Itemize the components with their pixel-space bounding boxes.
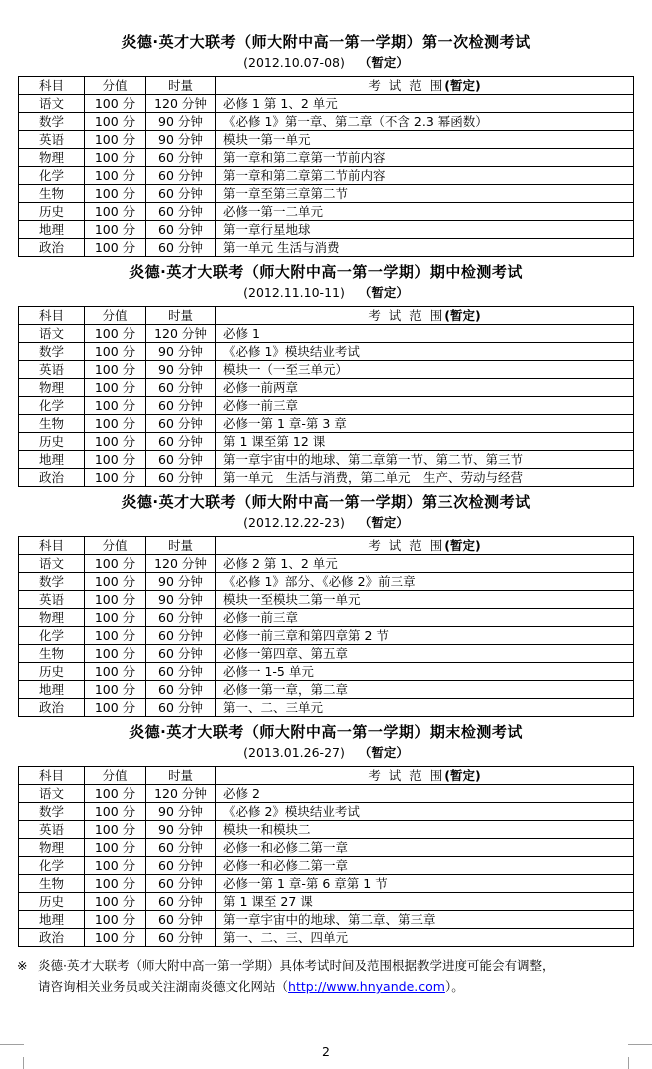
table-row <box>19 221 634 239</box>
section-title: 炎德·英才大联考（师大附中高一第一学期）第一次检测考试 <box>121 33 531 51</box>
cell-score: 100 分 <box>85 627 146 645</box>
table-row <box>19 857 634 875</box>
tentative-label: （暂定） <box>358 515 409 530</box>
col-header-scope <box>216 77 634 95</box>
cell-scope: 必修 2 第 1、2 单元 <box>216 555 634 573</box>
cell-duration: 60 分钟 <box>146 857 216 875</box>
footnote <box>17 955 636 997</box>
col-header-scope <box>216 307 634 325</box>
table-row <box>19 451 634 469</box>
scope-tentative-label: (暂定) <box>444 308 481 323</box>
table-row <box>19 645 634 663</box>
table-row <box>19 627 634 645</box>
cell-duration: 90 分钟 <box>146 803 216 821</box>
cell-score: 100 分 <box>85 185 146 203</box>
cell-duration: 60 分钟 <box>146 167 216 185</box>
cell-subject: 语文 <box>19 555 85 573</box>
cell-score: 100 分 <box>85 95 146 113</box>
section-title: 炎德·英才大联考（师大附中高一第一学期）期中检测考试 <box>129 263 523 281</box>
table-row <box>19 397 634 415</box>
cell-subject: 生物 <box>19 645 85 663</box>
cell-score: 100 分 <box>85 361 146 379</box>
cell-duration: 60 分钟 <box>146 433 216 451</box>
cell-duration: 60 分钟 <box>146 893 216 911</box>
table-row <box>19 379 634 397</box>
footnote-line2-suffix: ）。 <box>444 979 464 994</box>
cell-score: 100 分 <box>85 325 146 343</box>
cell-score: 100 分 <box>85 149 146 167</box>
exam-section-2 <box>0 263 652 487</box>
cell-subject: 生物 <box>19 875 85 893</box>
cell-scope: 第一章宇宙中的地球、第二章、第三章 <box>216 911 634 929</box>
cell-score: 100 分 <box>85 821 146 839</box>
cell-subject: 数学 <box>19 803 85 821</box>
cell-scope: 必修一前三章 <box>216 609 634 627</box>
cell-duration: 60 分钟 <box>146 875 216 893</box>
col-header-score: 分值 <box>85 537 146 555</box>
col-header-duration: 时量 <box>146 77 216 95</box>
cell-scope: 必修一和必修二第一章 <box>216 857 634 875</box>
cell-scope: 《必修 2》模块结业考试 <box>216 803 634 821</box>
cell-duration: 60 分钟 <box>146 149 216 167</box>
cell-score: 100 分 <box>85 663 146 681</box>
cell-scope: 必修 1 <box>216 325 634 343</box>
cell-subject: 生物 <box>19 415 85 433</box>
col-header-score: 分值 <box>85 77 146 95</box>
table-row <box>19 149 634 167</box>
cell-duration: 90 分钟 <box>146 573 216 591</box>
table-row <box>19 609 634 627</box>
cell-subject: 地理 <box>19 681 85 699</box>
footnote-line1: 炎德·英才大联考（师大附中高一第一学期）具体考试时间及范围根据教学进度可能会有调整， <box>38 958 555 973</box>
scope-header-text: 考 试 范 围 <box>368 78 445 93</box>
exam-table <box>18 76 634 257</box>
cell-duration: 60 分钟 <box>146 379 216 397</box>
exam-date: (2012.10.07-08) <box>243 55 345 70</box>
cell-duration: 90 分钟 <box>146 821 216 839</box>
page-number: 2 <box>322 1044 330 1059</box>
table-row <box>19 875 634 893</box>
exam-section-1 <box>0 33 652 257</box>
cell-duration: 60 分钟 <box>146 609 216 627</box>
table-row <box>19 203 634 221</box>
section-title: 炎德·英才大联考（师大附中高一第一学期）期末检测考试 <box>129 723 523 741</box>
cell-duration: 60 分钟 <box>146 911 216 929</box>
cell-duration: 60 分钟 <box>146 203 216 221</box>
reference-mark: ※ <box>17 958 28 973</box>
website-link[interactable]: http://www.hnyande.com <box>288 979 445 994</box>
table-row <box>19 325 634 343</box>
cell-score: 100 分 <box>85 785 146 803</box>
cell-duration: 60 分钟 <box>146 645 216 663</box>
cell-subject: 英语 <box>19 131 85 149</box>
cell-duration: 60 分钟 <box>146 397 216 415</box>
col-header-score: 分值 <box>85 767 146 785</box>
scope-tentative-label: (暂定) <box>444 538 481 553</box>
cell-scope: 第 1 课至第 12 课 <box>216 433 634 451</box>
cell-subject: 政治 <box>19 699 85 717</box>
section-title: 炎德·英才大联考（师大附中高一第一学期）第三次检测考试 <box>121 493 531 511</box>
cell-score: 100 分 <box>85 203 146 221</box>
cell-scope: 第一、二、三、四单元 <box>216 929 634 947</box>
cell-duration: 60 分钟 <box>146 185 216 203</box>
col-header-duration: 时量 <box>146 767 216 785</box>
scope-header-text: 考 试 范 围 <box>368 308 445 323</box>
cell-scope: 《必修 1》第一章、第二章（不含 2.3 幂函数） <box>216 113 634 131</box>
cell-scope: 模块一第一单元 <box>216 131 634 149</box>
section-date-line <box>0 515 652 531</box>
cell-subject: 历史 <box>19 893 85 911</box>
cell-scope: 模块一和模块二 <box>216 821 634 839</box>
cell-duration: 90 分钟 <box>146 343 216 361</box>
cell-scope: 第一、二、三单元 <box>216 699 634 717</box>
cell-score: 100 分 <box>85 555 146 573</box>
cell-scope: 第一单元 生活与消费，第二单元 生产、劳动与经营 <box>216 469 634 487</box>
cell-duration: 60 分钟 <box>146 469 216 487</box>
table-header-row <box>19 767 634 785</box>
cell-scope: 第一章行星地球 <box>216 221 634 239</box>
cell-subject: 化学 <box>19 857 85 875</box>
cell-duration: 90 分钟 <box>146 591 216 609</box>
cell-subject: 地理 <box>19 911 85 929</box>
cell-duration: 90 分钟 <box>146 361 216 379</box>
cell-scope: 必修一前三章和第四章第 2 节 <box>216 627 634 645</box>
cell-duration: 60 分钟 <box>146 627 216 645</box>
table-row <box>19 663 634 681</box>
cell-scope: 必修 1 第 1、2 单元 <box>216 95 634 113</box>
cell-subject: 化学 <box>19 627 85 645</box>
cell-scope: 必修一第四章、第五章 <box>216 645 634 663</box>
cell-score: 100 分 <box>85 379 146 397</box>
exam-section-4 <box>0 723 652 947</box>
cell-duration: 60 分钟 <box>146 451 216 469</box>
cell-subject: 语文 <box>19 95 85 113</box>
table-row <box>19 239 634 257</box>
cell-score: 100 分 <box>85 343 146 361</box>
table-row <box>19 433 634 451</box>
table-header-row <box>19 77 634 95</box>
cell-scope: 必修一第一章，第二章 <box>216 681 634 699</box>
cell-subject: 英语 <box>19 361 85 379</box>
scope-header-text: 考 试 范 围 <box>368 768 445 783</box>
exam-date: (2013.01.26-27) <box>243 745 345 760</box>
col-header-subject: 科目 <box>19 537 85 555</box>
exam-table <box>18 306 634 487</box>
cell-scope: 《必修 1》模块结业考试 <box>216 343 634 361</box>
cell-scope: 必修一第一二单元 <box>216 203 634 221</box>
scope-header-text: 考 试 范 围 <box>368 538 445 553</box>
cell-score: 100 分 <box>85 645 146 663</box>
cell-scope: 模块一至模块二第一单元 <box>216 591 634 609</box>
table-row <box>19 415 634 433</box>
cell-subject: 政治 <box>19 239 85 257</box>
cell-score: 100 分 <box>85 839 146 857</box>
table-row <box>19 555 634 573</box>
cell-score: 100 分 <box>85 875 146 893</box>
cell-score: 100 分 <box>85 929 146 947</box>
cell-subject: 物理 <box>19 839 85 857</box>
cell-subject: 物理 <box>19 379 85 397</box>
exam-table <box>18 536 634 717</box>
cell-subject: 地理 <box>19 451 85 469</box>
cell-subject: 英语 <box>19 821 85 839</box>
cell-scope: 必修一 1-5 单元 <box>216 663 634 681</box>
cell-subject: 英语 <box>19 591 85 609</box>
table-row <box>19 785 634 803</box>
cell-scope: 必修一第 1 章-第 3 章 <box>216 415 634 433</box>
cell-duration: 60 分钟 <box>146 239 216 257</box>
cell-subject: 物理 <box>19 609 85 627</box>
table-row <box>19 361 634 379</box>
cell-scope: 第一章至第三章第二节 <box>216 185 634 203</box>
table-row <box>19 95 634 113</box>
cell-duration: 120 分钟 <box>146 95 216 113</box>
cell-score: 100 分 <box>85 591 146 609</box>
section-date-line <box>0 55 652 71</box>
cell-score: 100 分 <box>85 415 146 433</box>
cell-duration: 90 分钟 <box>146 131 216 149</box>
cell-score: 100 分 <box>85 221 146 239</box>
cell-duration: 60 分钟 <box>146 699 216 717</box>
cell-subject: 语文 <box>19 325 85 343</box>
cell-subject: 数学 <box>19 113 85 131</box>
exam-table <box>18 766 634 947</box>
table-row <box>19 573 634 591</box>
table-header-row <box>19 537 634 555</box>
cell-subject: 政治 <box>19 929 85 947</box>
cell-duration: 60 分钟 <box>146 839 216 857</box>
cell-subject: 政治 <box>19 469 85 487</box>
cell-duration: 60 分钟 <box>146 929 216 947</box>
table-header-row <box>19 307 634 325</box>
cell-subject: 数学 <box>19 343 85 361</box>
scope-tentative-label: (暂定) <box>444 768 481 783</box>
table-row <box>19 185 634 203</box>
cell-score: 100 分 <box>85 469 146 487</box>
cell-duration: 60 分钟 <box>146 681 216 699</box>
cell-duration: 90 分钟 <box>146 113 216 131</box>
cell-score: 100 分 <box>85 451 146 469</box>
tentative-label: （暂定） <box>358 285 409 300</box>
scope-tentative-label: (暂定) <box>444 78 481 93</box>
cell-duration: 120 分钟 <box>146 785 216 803</box>
section-date-line <box>0 285 652 301</box>
cell-scope: 第一单元 生活与消费 <box>216 239 634 257</box>
cell-scope: 《必修 1》部分、《必修 2》前三章 <box>216 573 634 591</box>
cell-scope: 必修 2 <box>216 785 634 803</box>
cell-score: 100 分 <box>85 239 146 257</box>
footnote-line2-prefix: 请咨询相关业务员或关注湖南炎德文化网站（ <box>38 979 289 994</box>
table-row <box>19 803 634 821</box>
col-header-duration: 时量 <box>146 307 216 325</box>
cell-score: 100 分 <box>85 857 146 875</box>
table-row <box>19 131 634 149</box>
cell-score: 100 分 <box>85 911 146 929</box>
table-row <box>19 893 634 911</box>
cell-subject: 数学 <box>19 573 85 591</box>
table-row <box>19 681 634 699</box>
col-header-subject: 科目 <box>19 767 85 785</box>
cell-scope: 第一章宇宙中的地球、第二章第一节、第二节、第三节 <box>216 451 634 469</box>
table-row <box>19 343 634 361</box>
table-row <box>19 167 634 185</box>
cell-score: 100 分 <box>85 609 146 627</box>
exam-date: (2012.11.10-11) <box>243 285 345 300</box>
table-row <box>19 821 634 839</box>
cell-duration: 60 分钟 <box>146 415 216 433</box>
col-header-duration: 时量 <box>146 537 216 555</box>
cell-subject: 化学 <box>19 167 85 185</box>
cell-duration: 120 分钟 <box>146 325 216 343</box>
cell-duration: 120 分钟 <box>146 555 216 573</box>
col-header-scope <box>216 537 634 555</box>
tentative-label: （暂定） <box>358 745 409 760</box>
cell-subject: 历史 <box>19 433 85 451</box>
cell-score: 100 分 <box>85 167 146 185</box>
cell-scope: 必修一前两章 <box>216 379 634 397</box>
table-row <box>19 839 634 857</box>
cell-score: 100 分 <box>85 131 146 149</box>
tentative-label: （暂定） <box>358 55 409 70</box>
cell-subject: 地理 <box>19 221 85 239</box>
cell-score: 100 分 <box>85 893 146 911</box>
cell-scope: 必修一前三章 <box>216 397 634 415</box>
cell-subject: 历史 <box>19 663 85 681</box>
cell-subject: 化学 <box>19 397 85 415</box>
cell-scope: 第一章和第二章第二节前内容 <box>216 167 634 185</box>
col-header-score: 分值 <box>85 307 146 325</box>
cell-duration: 60 分钟 <box>146 221 216 239</box>
exam-section-3 <box>0 493 652 717</box>
section-date-line <box>0 745 652 761</box>
cell-scope: 第一章和第二章第一节前内容 <box>216 149 634 167</box>
col-header-subject: 科目 <box>19 77 85 95</box>
cell-score: 100 分 <box>85 681 146 699</box>
cell-score: 100 分 <box>85 803 146 821</box>
cell-subject: 生物 <box>19 185 85 203</box>
table-row <box>19 469 634 487</box>
cell-subject: 历史 <box>19 203 85 221</box>
cell-scope: 模块一（一至三单元） <box>216 361 634 379</box>
col-header-subject: 科目 <box>19 307 85 325</box>
cell-score: 100 分 <box>85 113 146 131</box>
cell-scope: 必修一第 1 章-第 6 章第 1 节 <box>216 875 634 893</box>
exam-date: (2012.12.22-23) <box>243 515 345 530</box>
table-row <box>19 911 634 929</box>
cell-duration: 60 分钟 <box>146 663 216 681</box>
cell-scope: 必修一和必修二第一章 <box>216 839 634 857</box>
col-header-scope <box>216 767 634 785</box>
cell-subject: 语文 <box>19 785 85 803</box>
cell-score: 100 分 <box>85 573 146 591</box>
table-row <box>19 113 634 131</box>
cell-score: 100 分 <box>85 397 146 415</box>
cell-score: 100 分 <box>85 699 146 717</box>
table-row <box>19 591 634 609</box>
cell-scope: 第 1 课至 27 课 <box>216 893 634 911</box>
table-row <box>19 929 634 947</box>
cell-score: 100 分 <box>85 433 146 451</box>
cell-subject: 物理 <box>19 149 85 167</box>
table-row <box>19 699 634 717</box>
